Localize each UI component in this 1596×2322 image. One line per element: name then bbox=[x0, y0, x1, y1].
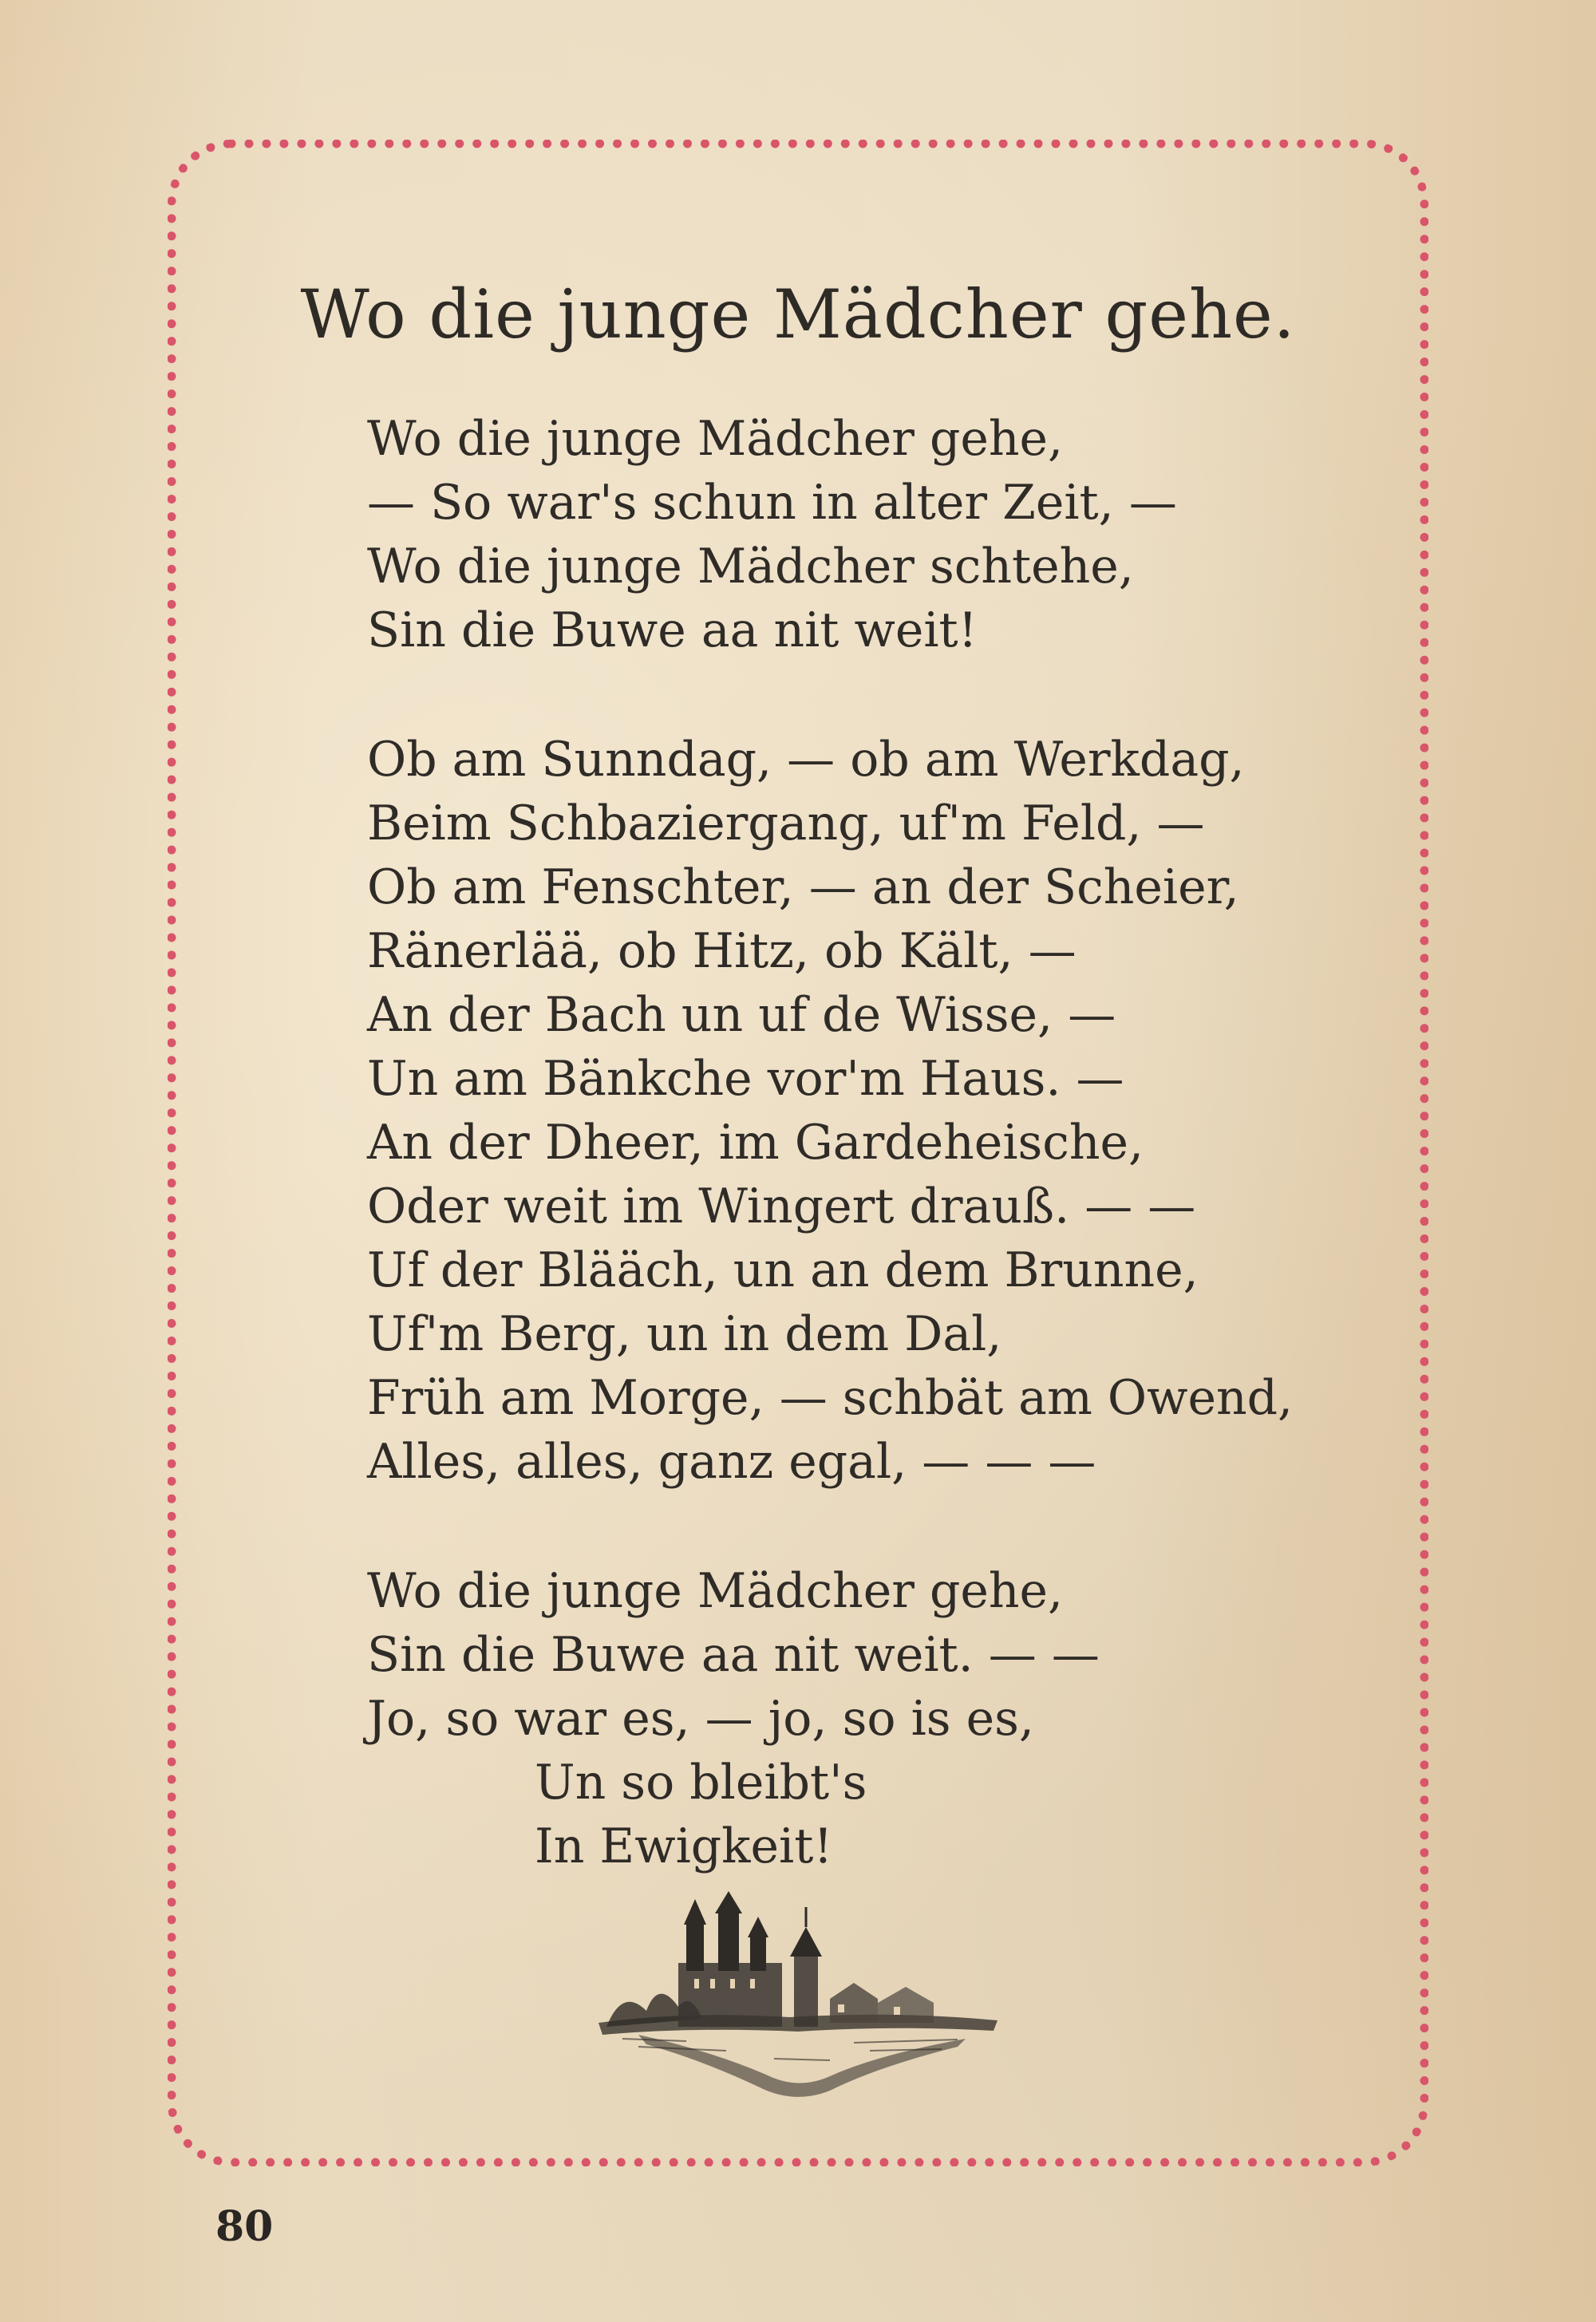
poem-line: Ob am Sunndag, — ob am Werkdag, bbox=[367, 732, 1245, 788]
poem-line: Uf der Blääch, un an dem Brunne, bbox=[367, 1242, 1199, 1298]
poem-line: An der Dheer, im Gardeheische, bbox=[367, 1115, 1144, 1171]
poem-line: Wo die junge Mädcher gehe, bbox=[367, 1563, 1064, 1619]
poem-title: Wo die junge Mädcher gehe. bbox=[300, 275, 1296, 353]
poem-line: Sin die Buwe aa nit weit. — — bbox=[367, 1627, 1100, 1683]
poem-line: Früh am Morge, — schbät am Owend, bbox=[367, 1370, 1294, 1426]
poem-line: Un am Bänkche vor'm Haus. — bbox=[367, 1051, 1124, 1107]
poem-line: Wo die junge Mädcher gehe, bbox=[367, 411, 1064, 467]
poem-body bbox=[367, 407, 1357, 1944]
poem-line: Ob am Fenschter, — an der Scheier, bbox=[367, 859, 1239, 915]
poem-line-indented: Un so bleibt's bbox=[535, 1755, 867, 1811]
stanza-1 bbox=[367, 407, 1357, 662]
poem-line: Oder weit im Wingert drauß. — — bbox=[367, 1179, 1196, 1234]
stanza-3 bbox=[367, 1559, 1357, 1878]
poem-line: Sin die Buwe aa nit weit! bbox=[367, 602, 978, 658]
poem-line: — So war's schun in alter Zeit, — bbox=[367, 475, 1177, 531]
stanza-2 bbox=[367, 728, 1357, 1494]
poem-line-indented: In Ewigkeit! bbox=[535, 1819, 833, 1874]
poem-line: Jo, so war es, — jo, so is es, bbox=[367, 1691, 1034, 1747]
poem-line: Uf'm Berg, un in dem Dal, bbox=[367, 1306, 1002, 1362]
page-number: 80 bbox=[215, 2202, 274, 2251]
poem-line: Alles, alles, ganz egal, — — — bbox=[367, 1434, 1096, 1490]
poem-line: Wo die junge Mädcher schtehe, bbox=[367, 539, 1134, 594]
poem-line: Beim Schbaziergang, uf'm Feld, — bbox=[367, 796, 1205, 851]
poem-line: Ränerlää, ob Hitz, ob Kält, — bbox=[367, 923, 1077, 979]
poem-line: An der Bach un uf de Wisse, — bbox=[367, 987, 1116, 1043]
castle-vignette-icon bbox=[591, 1891, 1005, 2107]
